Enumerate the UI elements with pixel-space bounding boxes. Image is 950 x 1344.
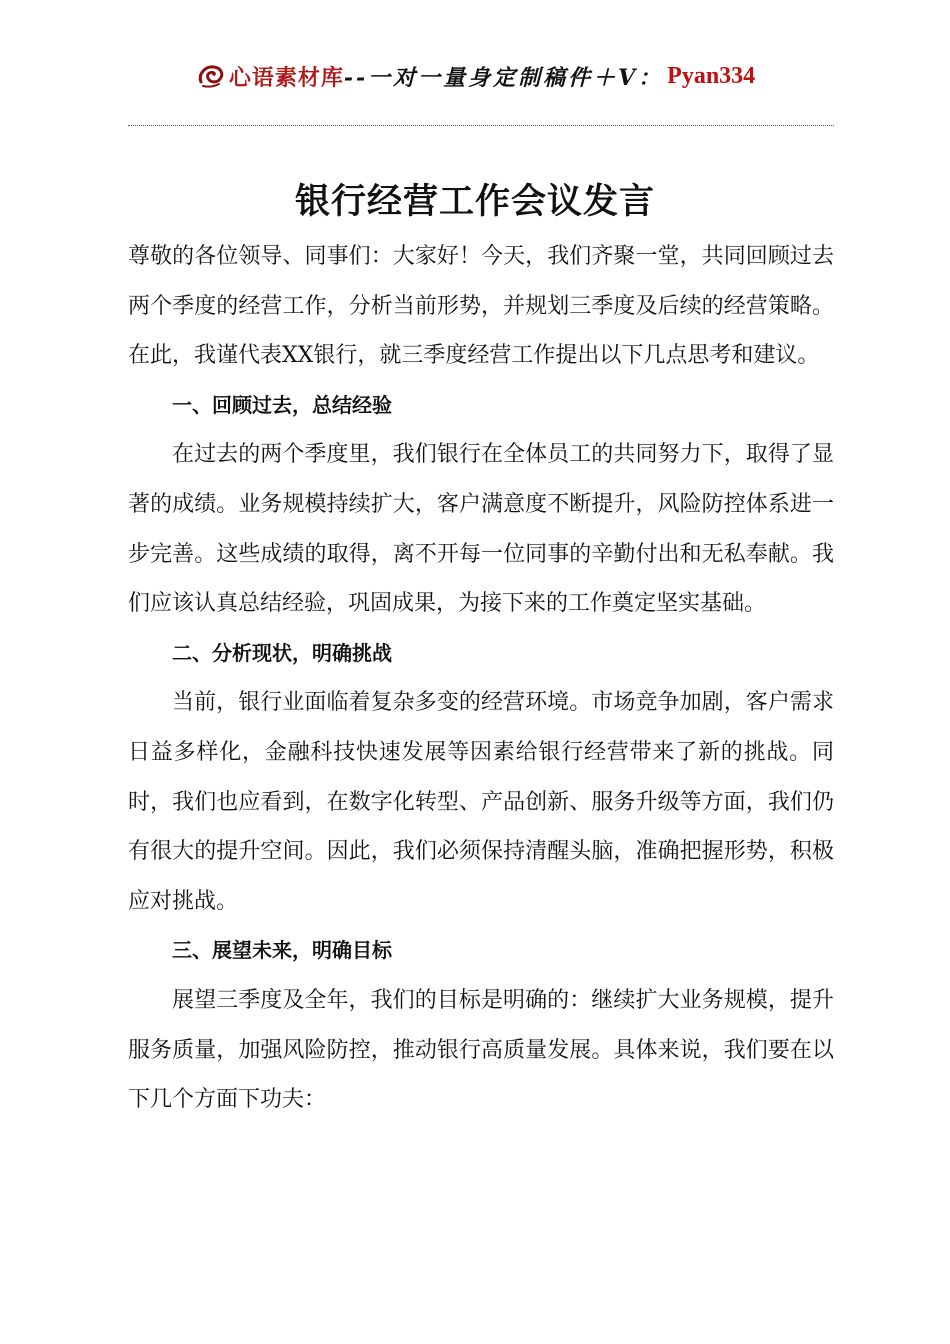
header-slogan: --一对一量身定制稿件＋V：: [343, 64, 664, 91]
document-title: 银行经营工作会议发言: [294, 181, 655, 222]
header-banner: [195, 60, 755, 92]
brush-swirl-logo-icon: [195, 60, 227, 92]
section-heading: 一、回顾过去，总结经验: [172, 392, 392, 417]
contact-id: Pyan334: [667, 62, 756, 89]
section-paragraph: 当前，银行业面临着复杂多变的经营环境。市场竞争加剧，客户需求日益多样化，金融科技快速发展等因素给银行经营带来了新的挑战。同时，我们也应看到，在数字化转型、产品创新、服务升级等方面，我们仍有很大的提升空间。因此，我们必须保持清醒头脑，准确把握形势，积极应对挑战。: [128, 690, 834, 914]
section-paragraph: 展望三季度及全年，我们的目标是明确的：继续扩大业务规模，提升服务质量，加强风险防控，推动银行高质量发展。具体来说，我们要在以下几个方面下功夫：: [128, 987, 834, 1113]
section-paragraph: 在过去的两个季度里，我们银行在全体员工的共同努力下，取得了显著的成绩。业务规模持续扩大，客户满意度不断提升，风险防控体系进一步完善。这些成绩的取得，离不开每一位同事的辛勤付出和无私奉献。我们应该认真总结经验，巩固成果，为接下来的工作奠定坚实基础。: [128, 442, 834, 617]
header-divider: [128, 125, 834, 126]
document-body: [128, 232, 834, 1125]
brand-name: 心语素材库: [228, 64, 344, 91]
page-header: [0, 60, 950, 102]
opening-paragraph: 尊敬的各位领导、同事们：大家好！今天，我们齐聚一堂，共同回顾过去两个季度的经营工作，分析当前形势，并规划三季度及后续的经营策略。在此，我谨代表XX银行，就三季度经营工作提出以下几点思考和建议。: [128, 244, 834, 369]
section-heading: 二、分析现状，明确挑战: [172, 640, 392, 665]
section-heading: 三、展望未来，明确目标: [172, 938, 392, 963]
